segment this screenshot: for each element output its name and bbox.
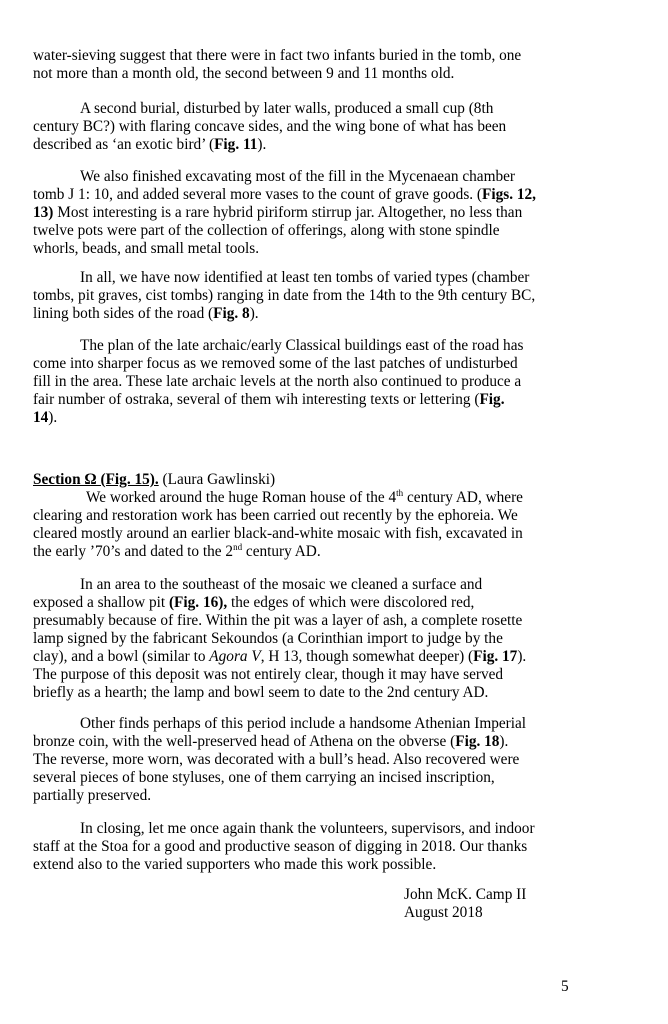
text-line: cleared mostly around an earlier black-and-white mosaic with fish, excavated in: [33, 525, 523, 542]
text-line: Other finds perhaps of this period include a handsome Athenian Imperial: [80, 715, 527, 732]
page-number: 5: [561, 978, 569, 995]
text-line: presumably because of fire. Within the pit was a layer of ash, a complete rosette: [33, 612, 523, 629]
section-author: (Laura Gawlinski): [158, 471, 276, 488]
text-line: A second burial, disturbed by later walls, produced a small cup (8th: [80, 100, 494, 117]
text-line: In an area to the southeast of the mosaic we cleaned a surface and: [80, 576, 483, 593]
figure-reference: Fig. 8: [213, 305, 250, 322]
text-line: extend also to the varied supporters who made this work possible.: [33, 856, 437, 873]
text-line: clay), and a bowl (similar to Agora V, H 13, though somewhat deeper) (Fig. 17).: [33, 648, 527, 665]
figure-reference: Fig.: [479, 391, 505, 408]
signature-name: John McK. Camp II: [404, 886, 527, 903]
text-line: fill in the area. These late archaic levels at the north also continued to produce a: [33, 373, 522, 390]
figure-reference: Fig. 11: [214, 136, 258, 153]
text-line: partially preserved.: [33, 787, 152, 804]
publication-title: Agora V: [209, 648, 261, 665]
section-omega: [33, 471, 613, 561]
paragraph-closing: [33, 820, 613, 874]
paragraph-tomb-types: [33, 269, 613, 323]
text-line: the early ’70’s and dated to the 2nd century AD.: [33, 542, 321, 560]
text-line: 13) Most interesting is a rare hybrid piriform stirrup jar. Altogether, no less than: [33, 204, 523, 221]
text-line: clearing and restoration work has been carried out recently by the ephoreia. We: [33, 507, 518, 524]
figure-reference: Fig. 18: [455, 733, 500, 750]
text-line: In all, we have now identified at least ten tombs of varied types (chamber: [80, 269, 530, 286]
paragraph-infant-burials: [33, 47, 613, 83]
paragraph-shallow-pit: [33, 576, 613, 702]
text-line: 14).: [33, 409, 58, 426]
section-heading: [33, 471, 613, 489]
figure-reference: Figs. 12,: [482, 186, 536, 203]
text-line: tombs, pit graves, cist tombs) ranging in date from the 14th to the 9th century BC,: [33, 287, 536, 304]
paragraph-bronze-coin: [33, 715, 613, 805]
signature-date: August 2018: [404, 904, 483, 921]
text-line: century BC?) with flaring concave sides, and the wing bone of what has been: [33, 118, 507, 135]
text-line: lining both sides of the road (Fig. 8).: [33, 305, 259, 322]
text-line: briefly as a hearth; the lamp and bowl seem to date to the 2nd century AD.: [33, 684, 489, 701]
text-line: The plan of the late archaic/early Classical buildings east of the road has: [80, 337, 524, 354]
text-line: We worked around the huge Roman house of the 4th century AD, where: [86, 488, 523, 506]
text-line: In closing, let me once again thank the volunteers, supervisors, and indoor: [80, 820, 535, 837]
text-line: not more than a month old, the second between 9 and 11 months old.: [33, 65, 455, 82]
text-line: whorls, beads, and small metal tools.: [33, 240, 260, 257]
paragraph-second-burial: [33, 100, 613, 154]
text-line: described as ‘an exotic bird’ (Fig. 11).: [33, 136, 267, 153]
section-title: Section Ω (Fig. 15).: [33, 471, 159, 488]
text-line: bronze coin, with the well-preserved head of Athena on the obverse (Fig. 18).: [33, 733, 509, 750]
paragraph-mycenaean-tomb: [33, 168, 613, 258]
text-line: We also finished excavating most of the fill in the Mycenaean chamber: [80, 168, 516, 185]
text-line: exposed a shallow pit (Fig. 16), the edges of which were discolored red,: [33, 594, 475, 611]
text-line: lamp signed by the fabricant Sekoundos (a Corinthian import to judge by the: [33, 630, 503, 647]
text-line: twelve pots were part of the collection of offerings, along with stone spindle: [33, 222, 500, 239]
text-line: water-sieving suggest that there were in fact two infants buried in the tomb, one: [33, 47, 522, 64]
text-line: staff at the Stoa for a good and productive season of digging in 2018. Our thanks: [33, 838, 528, 855]
figure-reference: 14: [33, 409, 49, 426]
text-line: The reverse, more worn, was decorated with a bull’s head. Also recovered were: [33, 751, 520, 768]
text-line: tomb J 1: 10, and added several more vases to the count of grave goods. (Figs. 12,: [33, 186, 536, 203]
figure-reference: (Fig. 16),: [168, 594, 228, 611]
figure-reference: 13): [33, 204, 54, 221]
text-line: come into sharper focus as we removed some of the last patches of undisturbed: [33, 355, 518, 372]
paragraph-archaic-buildings: [33, 337, 613, 427]
text-line: several pieces of bone styluses, one of them carrying an incised inscription,: [33, 769, 495, 786]
text-line: The purpose of this deposit was not entirely clear, though it may have served: [33, 666, 504, 683]
figure-reference: Fig. 17: [473, 648, 518, 665]
text-line: fair number of ostraka, several of them wih interesting texts or lettering (Fig.: [33, 391, 505, 408]
